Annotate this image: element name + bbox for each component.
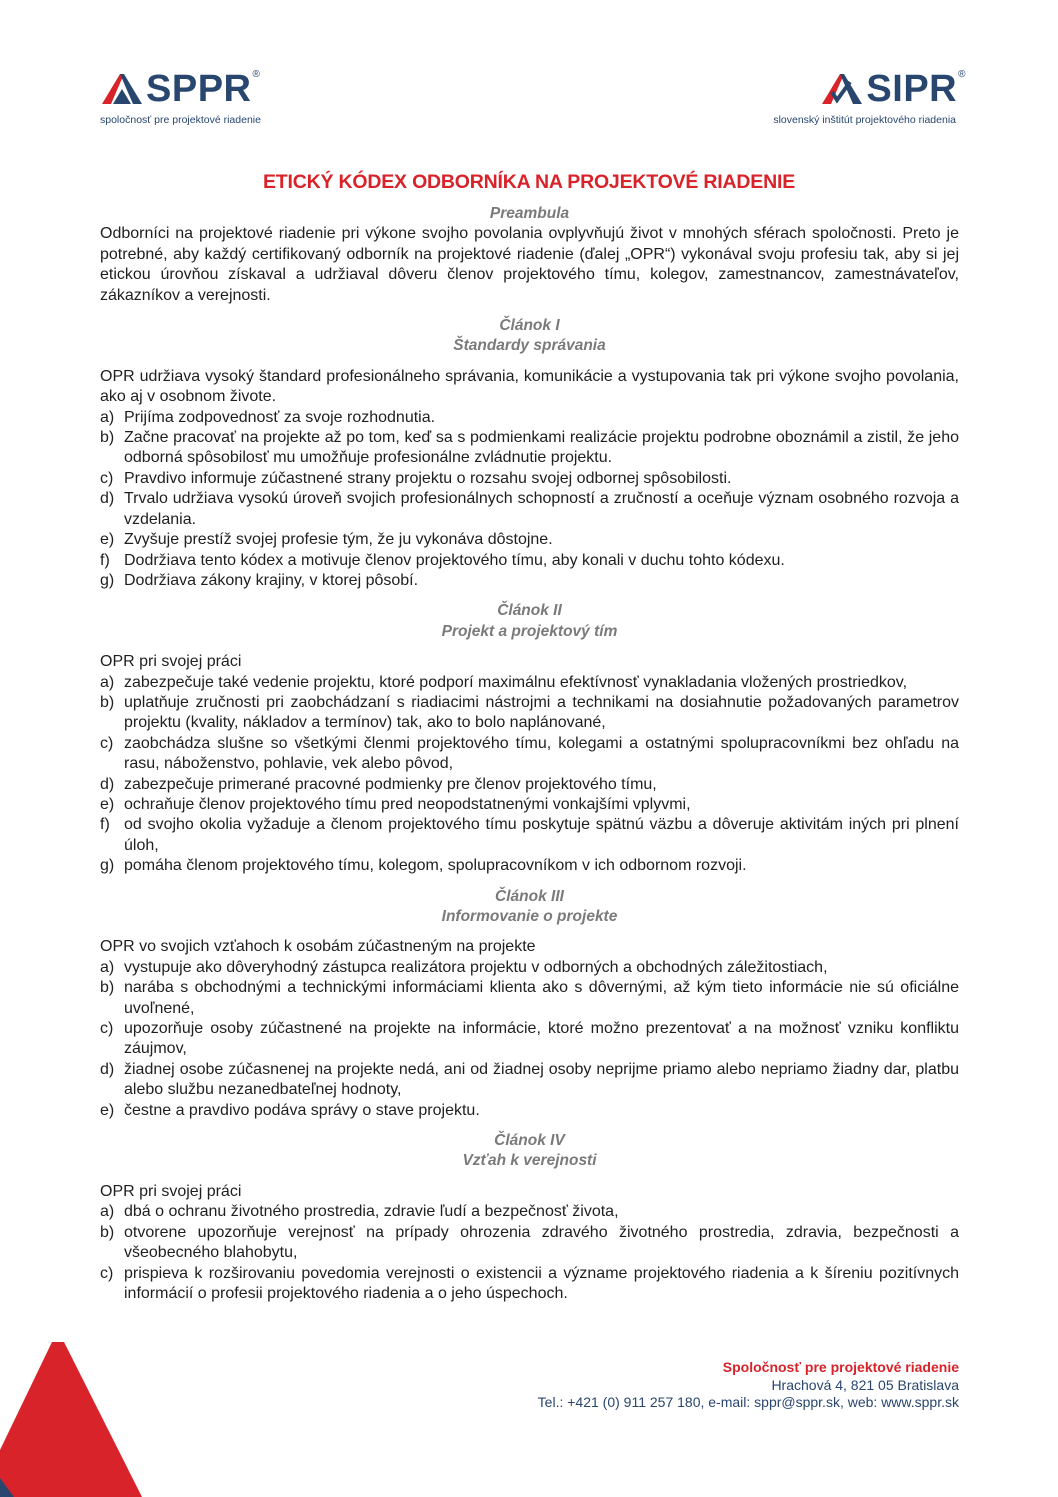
section-gap: [100, 306, 959, 316]
list-item-letter: a): [100, 673, 115, 691]
sppr-logo-text: SPPR®: [146, 68, 261, 110]
list-item-text: žiadnej osobe zúčasnenej na projekte nedá, ani od žiadnej osoby neprijme priamo alebo nepriamo žiadny dar, platbu alebo službu nezanedbateľnej hodnoty,: [124, 1060, 959, 1099]
sipr-logo: [773, 70, 966, 126]
list-item: [100, 815, 959, 856]
document-title: ETICKÝ KÓDEX ODBORNÍKA NA PROJEKTOVÉ RIADENIE: [262, 171, 795, 193]
section-gap: [100, 927, 959, 937]
list-item-letter: d): [100, 1060, 115, 1078]
list-item: [100, 469, 959, 489]
article-number: Článok III: [495, 887, 564, 905]
list-item-letter: b): [100, 979, 115, 997]
list-item: [100, 978, 959, 1019]
list-item-letter: d): [100, 775, 115, 793]
list-item: [100, 428, 959, 469]
sipr-logo-tagline: slovenský inštitút projektového riadenia: [773, 114, 956, 126]
list-item-letter: a): [100, 408, 115, 426]
list-item: [100, 958, 959, 978]
article-list: [100, 408, 959, 592]
list-item-letter: e): [100, 795, 115, 813]
list-item-letter: b): [100, 693, 115, 711]
list-item: [100, 571, 959, 591]
list-item-text: upozorňuje osoby zúčastnené na projekte na informácie, ktoré možno prezentovať a na možnosť vzniku konfliktu záujmov,: [124, 1020, 959, 1058]
list-item: [100, 795, 959, 815]
list-item: [100, 1101, 959, 1121]
list-item: [100, 551, 959, 571]
list-item: [100, 1202, 959, 1222]
list-item: [100, 1264, 959, 1305]
list-item-letter: d): [100, 490, 115, 508]
list-item-text: Trvalo udržiava vysokú úroveň svojich profesionálnych schopností a zručností a oceňuje význam osobného rozvoja a vzdelania.: [124, 490, 959, 528]
footer: [538, 1359, 959, 1412]
article-intro: OPR pri svojej práci: [100, 1182, 242, 1200]
articles-container: [100, 306, 959, 1304]
list-item-text: narába s obchodnými a technickými informáciami klienta ako s dôvernými, až kým tieto informácie nie sú oficiálne uvoľnené,: [124, 979, 959, 1017]
list-item-text: pomáha členom projektového tímu, kolegom, spolupracovníkom v ich odbornom rozvoji.: [124, 857, 747, 875]
list-item: [100, 775, 959, 795]
list-item-letter: f): [100, 816, 110, 834]
section-gap: [100, 1172, 959, 1182]
list-item-text: uplatňuje zručnosti pri zaobchádzaní s riadiacimi nástrojmi a technikami na dosiahnutie požadovaných parametrov projektu (kvality, nákladov a termínov) tak, ako to bolo naplánované,: [124, 693, 959, 732]
list-item-text: Dodržiava zákony krajiny, v ktorej pôsobí.: [124, 571, 419, 589]
article-intro: OPR pri svojej práci: [100, 653, 242, 671]
article-title: Vzťah k verejnosti: [462, 1152, 597, 1170]
section-gap: [100, 357, 959, 367]
article-number: Článok II: [497, 602, 562, 620]
article-title: Informovanie o projekte: [441, 908, 618, 925]
list-item: [100, 1019, 959, 1060]
list-item-text: prispieva k rozširovaniu povedomia verejnosti o existencii a význame projektového riadenia a k šíreniu pozitívnych informácií o profesii projektového riadenia a o jeho úspechoch.: [124, 1264, 959, 1302]
article-list: [100, 958, 959, 1121]
list-item: [100, 673, 959, 693]
list-item: [100, 530, 959, 550]
list-item-letter: b): [100, 429, 115, 447]
list-item-letter: a): [100, 1203, 115, 1221]
list-item-letter: e): [100, 1101, 115, 1119]
article-number: Článok IV: [494, 1132, 565, 1150]
list-item: [100, 489, 959, 530]
footer-address: Hrachová 4, 821 05 Bratislava: [771, 1376, 959, 1393]
list-item-letter: f): [100, 551, 110, 569]
list-item-text: čestne a pravdivo podáva správy o stave projektu.: [124, 1101, 480, 1119]
list-item: [100, 734, 959, 775]
preamble-text: Odborníci na projektové riadenie pri výkone svojho povolania ovplyvňujú život v mnohých sférach spoločnosti. Preto je potrebné, aby každý certifikovaný odborník na projektové riadenie (ďalej „OPR“) vykonával svoju profesiu tak, aby si jej etickou úrovňou získaval a udržiaval dôveru členov projektového tímu, kolegov, zamestnancov, zamestnávateľov, zákazníkov a verejnosti.: [100, 225, 959, 304]
list-item-letter: g): [100, 571, 115, 589]
list-item: [100, 693, 959, 734]
article-intro: OPR vo svojich vzťahoch k osobám zúčastneným na projekte: [100, 938, 536, 956]
list-item-letter: c): [100, 734, 114, 752]
list-item-letter: c): [100, 1264, 114, 1282]
list-item-text: Začne pracovať na projekte až po tom, keď sa s podmienkami realizácie projektu podrobne oboznámil a zistil, že jeho odborná spôsobilosť mu umožňuje profesionálne zvládnutie projektu.: [124, 429, 959, 467]
article-list: [100, 1202, 959, 1304]
list-item-letter: a): [100, 958, 115, 976]
list-item-text: vystupuje ako dôveryhodný zástupca realizátora projektu v odborných a obchodných záležitostiach,: [124, 958, 828, 976]
sppr-logo: [100, 70, 261, 126]
footer-org: Spoločnosť pre projektové riadenie: [722, 1359, 959, 1375]
list-item-text: otvorene upozorňuje verejnosť na prípady ohrozenia zdravého životného prostredia, zdravia, bezpečnosti a všeobecného blahobytu,: [124, 1223, 959, 1262]
sipr-logo-mark-icon: [820, 70, 864, 108]
list-item-letter: c): [100, 469, 114, 487]
list-item-text: zabezpečuje také vedenie projektu, ktoré podporí maximálnu efektívnosť vynakladania vložených prostriedkov,: [124, 673, 908, 691]
footer-contact: Tel.: +421 (0) 911 257 180, e-mail: sppr@sppr.sk, web: www.sppr.sk: [537, 1394, 959, 1411]
corner-decoration-icon: [0, 1330, 220, 1497]
list-item-text: Pravdivo informuje zúčastnené strany projektu o rozsahu svojej odbornej spôsobilosti.: [124, 469, 732, 487]
list-item: [100, 408, 959, 428]
list-item-letter: c): [100, 1020, 114, 1038]
article-title: Štandardy správania: [453, 337, 606, 355]
article-intro: OPR udržiava vysoký štandard profesionálneho správania, komunikácie a vystupovania tak pri výkone svojho povolania, ako aj v osobnom živote.: [100, 367, 959, 406]
list-item: [100, 856, 959, 876]
preamble-heading: Preambula: [489, 205, 570, 222]
list-item-text: Zvyšuje prestíž svojej profesie tým, že ju vykonáva dôstojne.: [124, 531, 553, 549]
list-item: [100, 1060, 959, 1101]
list-item-text: Prijíma zodpovednosť za svoje rozhodnutia.: [124, 408, 436, 426]
list-item-letter: g): [100, 857, 115, 875]
list-item-text: Dodržiava tento kódex a motivuje členov projektového tímu, aby konali v duchu tohto kódexu.: [124, 551, 785, 569]
sipr-logo-text: SIPR®: [866, 68, 966, 110]
section-gap: [100, 877, 959, 887]
article-list: [100, 673, 959, 877]
list-item: [100, 1223, 959, 1264]
sppr-logo-mark-icon: [100, 70, 144, 108]
document-body: [100, 204, 959, 1304]
section-gap: [100, 1121, 959, 1131]
sppr-logo-tagline: spoločnosť pre projektové riadenie: [100, 114, 261, 126]
article-title: Projekt a projektový tím: [441, 622, 618, 640]
list-item-letter: b): [100, 1223, 115, 1241]
article-number: Článok I: [499, 317, 560, 335]
list-item-letter: e): [100, 531, 115, 549]
section-gap: [100, 591, 959, 601]
section-gap: [100, 642, 959, 652]
list-item-text: ochraňuje členov projektového tímu pred neopodstatnenými vonkajšími vplyvmi,: [124, 795, 691, 813]
list-item-text: zaobchádza slušne so všetkými členmi projektového tímu, kolegami a ostatnými spolupracovníkmi bez ohľadu na rasu, náboženstvo, pohlavie, vek alebo pôvod,: [124, 734, 959, 773]
list-item-text: od svojho okolia vyžaduje a členom projektového tímu poskytuje spätnú väzbu a dôveruje aktivitám iných pri plnení úloh,: [124, 816, 959, 854]
list-item-text: dbá o ochranu životného prostredia, zdravie ľudí a bezpečnosť života,: [124, 1203, 619, 1221]
list-item-text: zabezpečuje primerané pracovné podmienky pre členov projektového tímu,: [124, 775, 657, 793]
